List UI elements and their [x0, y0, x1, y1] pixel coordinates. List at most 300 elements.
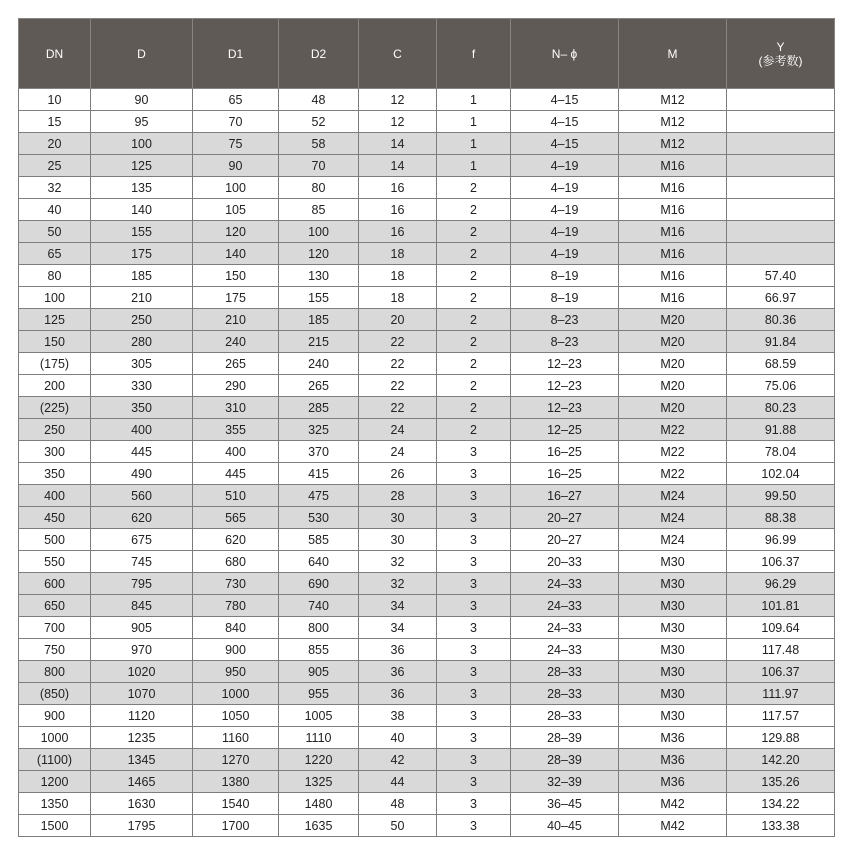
cell-dn: 750	[19, 639, 91, 661]
cell-c: 12	[359, 111, 437, 133]
cell-dn: 200	[19, 375, 91, 397]
cell-y: 135.26	[727, 771, 835, 793]
cell-d: 250	[91, 309, 193, 331]
cell-dn: 900	[19, 705, 91, 727]
cell-c: 28	[359, 485, 437, 507]
cell-m: M22	[619, 441, 727, 463]
table-row	[19, 353, 835, 375]
cell-dn: 450	[19, 507, 91, 529]
cell-n-phi: 12–25	[511, 419, 619, 441]
cell-dn: 40	[19, 199, 91, 221]
cell-f: 1	[437, 133, 511, 155]
cell-d2: 240	[279, 353, 359, 375]
cell-dn: 500	[19, 529, 91, 551]
cell-d: 560	[91, 485, 193, 507]
table-row	[19, 771, 835, 793]
cell-d2: 640	[279, 551, 359, 573]
cell-n-phi: 4–15	[511, 133, 619, 155]
cell-y: 91.84	[727, 331, 835, 353]
cell-d: 445	[91, 441, 193, 463]
cell-dn: 50	[19, 221, 91, 243]
cell-d: 1070	[91, 683, 193, 705]
cell-n-phi: 24–33	[511, 595, 619, 617]
cell-c: 16	[359, 199, 437, 221]
cell-dn: 800	[19, 661, 91, 683]
cell-d1: 175	[193, 287, 279, 309]
cell-dn: 100	[19, 287, 91, 309]
cell-c: 24	[359, 419, 437, 441]
cell-y: 109.64	[727, 617, 835, 639]
cell-d2: 130	[279, 265, 359, 287]
table-row	[19, 683, 835, 705]
cell-n-phi: 12–23	[511, 353, 619, 375]
cell-n-phi: 28–39	[511, 727, 619, 749]
cell-d1: 1000	[193, 683, 279, 705]
cell-f: 2	[437, 221, 511, 243]
cell-d: 745	[91, 551, 193, 573]
cell-n-phi: 4–15	[511, 111, 619, 133]
cell-f: 3	[437, 529, 511, 551]
cell-c: 36	[359, 661, 437, 683]
cell-d: 1630	[91, 793, 193, 815]
cell-d2: 85	[279, 199, 359, 221]
cell-d1: 75	[193, 133, 279, 155]
cell-y: 68.59	[727, 353, 835, 375]
cell-f: 3	[437, 441, 511, 463]
cell-n-phi: 24–33	[511, 639, 619, 661]
cell-d1: 310	[193, 397, 279, 419]
cell-dn: (175)	[19, 353, 91, 375]
cell-n-phi: 12–23	[511, 397, 619, 419]
cell-c: 24	[359, 441, 437, 463]
cell-dn: (850)	[19, 683, 91, 705]
cell-m: M24	[619, 507, 727, 529]
cell-dn: 1000	[19, 727, 91, 749]
cell-d1: 70	[193, 111, 279, 133]
cell-f: 3	[437, 463, 511, 485]
table-row	[19, 375, 835, 397]
cell-d: 90	[91, 89, 193, 111]
cell-d: 175	[91, 243, 193, 265]
cell-d2: 955	[279, 683, 359, 705]
cell-n-phi: 32–39	[511, 771, 619, 793]
cell-f: 2	[437, 287, 511, 309]
cell-d: 330	[91, 375, 193, 397]
cell-d: 1795	[91, 815, 193, 837]
cell-d2: 80	[279, 177, 359, 199]
cell-d: 100	[91, 133, 193, 155]
cell-n-phi: 36–45	[511, 793, 619, 815]
table-row	[19, 155, 835, 177]
cell-m: M30	[619, 595, 727, 617]
header-m: M	[619, 19, 727, 89]
cell-m: M20	[619, 309, 727, 331]
cell-dn: 32	[19, 177, 91, 199]
cell-d: 210	[91, 287, 193, 309]
cell-n-phi: 20–33	[511, 551, 619, 573]
cell-n-phi: 28–33	[511, 661, 619, 683]
cell-m: M16	[619, 287, 727, 309]
cell-m: M20	[619, 331, 727, 353]
cell-d1: 900	[193, 639, 279, 661]
cell-d: 125	[91, 155, 193, 177]
cell-n-phi: 4–19	[511, 221, 619, 243]
cell-dn: 1350	[19, 793, 91, 815]
cell-c: 42	[359, 749, 437, 771]
cell-n-phi: 40–45	[511, 815, 619, 837]
cell-y: 117.48	[727, 639, 835, 661]
table-row	[19, 507, 835, 529]
cell-d: 135	[91, 177, 193, 199]
cell-m: M12	[619, 133, 727, 155]
cell-dn: (1100)	[19, 749, 91, 771]
table-row	[19, 89, 835, 111]
cell-m: M22	[619, 463, 727, 485]
cell-f: 2	[437, 353, 511, 375]
cell-d: 905	[91, 617, 193, 639]
cell-c: 20	[359, 309, 437, 331]
cell-d: 1235	[91, 727, 193, 749]
cell-c: 22	[359, 397, 437, 419]
cell-f: 2	[437, 331, 511, 353]
cell-f: 3	[437, 793, 511, 815]
cell-m: M42	[619, 793, 727, 815]
cell-d2: 800	[279, 617, 359, 639]
cell-y: 80.36	[727, 309, 835, 331]
cell-f: 3	[437, 573, 511, 595]
cell-c: 44	[359, 771, 437, 793]
cell-f: 3	[437, 507, 511, 529]
cell-d: 400	[91, 419, 193, 441]
cell-m: M20	[619, 353, 727, 375]
header-f: f	[437, 19, 511, 89]
cell-y: 106.37	[727, 661, 835, 683]
table-row	[19, 551, 835, 573]
cell-y	[727, 133, 835, 155]
cell-f: 3	[437, 661, 511, 683]
cell-m: M16	[619, 177, 727, 199]
cell-m: M16	[619, 155, 727, 177]
cell-d2: 70	[279, 155, 359, 177]
cell-d: 795	[91, 573, 193, 595]
cell-m: M30	[619, 573, 727, 595]
cell-c: 18	[359, 265, 437, 287]
cell-c: 30	[359, 507, 437, 529]
cell-y	[727, 111, 835, 133]
cell-y: 117.57	[727, 705, 835, 727]
table-row	[19, 595, 835, 617]
cell-d: 185	[91, 265, 193, 287]
cell-d2: 265	[279, 375, 359, 397]
table-row	[19, 331, 835, 353]
cell-d: 95	[91, 111, 193, 133]
cell-d1: 210	[193, 309, 279, 331]
cell-n-phi: 28–33	[511, 705, 619, 727]
cell-dn: 250	[19, 419, 91, 441]
cell-m: M16	[619, 199, 727, 221]
cell-d: 1345	[91, 749, 193, 771]
table-row	[19, 265, 835, 287]
cell-y: 91.88	[727, 419, 835, 441]
cell-n-phi: 16–27	[511, 485, 619, 507]
cell-y: 106.37	[727, 551, 835, 573]
cell-d2: 530	[279, 507, 359, 529]
cell-f: 1	[437, 155, 511, 177]
table-body	[19, 89, 835, 837]
cell-y	[727, 243, 835, 265]
cell-m: M24	[619, 485, 727, 507]
cell-n-phi: 4–19	[511, 155, 619, 177]
cell-f: 3	[437, 705, 511, 727]
cell-f: 2	[437, 309, 511, 331]
cell-n-phi: 8–19	[511, 287, 619, 309]
table-row	[19, 111, 835, 133]
table-row	[19, 573, 835, 595]
cell-dn: 350	[19, 463, 91, 485]
cell-f: 3	[437, 485, 511, 507]
cell-m: M24	[619, 529, 727, 551]
cell-y	[727, 89, 835, 111]
cell-d: 280	[91, 331, 193, 353]
cell-c: 48	[359, 793, 437, 815]
cell-d2: 155	[279, 287, 359, 309]
table-row	[19, 749, 835, 771]
cell-c: 32	[359, 573, 437, 595]
cell-y: 78.04	[727, 441, 835, 463]
table-row	[19, 661, 835, 683]
cell-c: 22	[359, 375, 437, 397]
cell-f: 3	[437, 749, 511, 771]
cell-dn: 400	[19, 485, 91, 507]
cell-c: 22	[359, 331, 437, 353]
table-row	[19, 243, 835, 265]
cell-d1: 730	[193, 573, 279, 595]
table-row	[19, 617, 835, 639]
cell-d1: 65	[193, 89, 279, 111]
cell-y: 134.22	[727, 793, 835, 815]
cell-d2: 415	[279, 463, 359, 485]
table-row	[19, 309, 835, 331]
cell-c: 32	[359, 551, 437, 573]
cell-d2: 855	[279, 639, 359, 661]
cell-f: 1	[437, 89, 511, 111]
cell-dn: 15	[19, 111, 91, 133]
cell-n-phi: 28–33	[511, 683, 619, 705]
cell-dn: 1500	[19, 815, 91, 837]
table-row	[19, 397, 835, 419]
cell-d1: 680	[193, 551, 279, 573]
cell-d1: 950	[193, 661, 279, 683]
cell-f: 2	[437, 177, 511, 199]
cell-d1: 100	[193, 177, 279, 199]
cell-dn: (225)	[19, 397, 91, 419]
cell-n-phi: 16–25	[511, 441, 619, 463]
cell-n-phi: 28–39	[511, 749, 619, 771]
table-row	[19, 463, 835, 485]
cell-d: 970	[91, 639, 193, 661]
cell-y: 129.88	[727, 727, 835, 749]
header-row	[19, 19, 835, 89]
cell-y	[727, 155, 835, 177]
cell-dn: 125	[19, 309, 91, 331]
table-row	[19, 815, 835, 837]
cell-d1: 150	[193, 265, 279, 287]
cell-d2: 585	[279, 529, 359, 551]
cell-m: M30	[619, 705, 727, 727]
cell-y	[727, 221, 835, 243]
cell-c: 34	[359, 617, 437, 639]
cell-f: 3	[437, 815, 511, 837]
cell-n-phi: 16–25	[511, 463, 619, 485]
cell-dn: 150	[19, 331, 91, 353]
cell-d: 1020	[91, 661, 193, 683]
cell-d1: 1700	[193, 815, 279, 837]
table-row	[19, 485, 835, 507]
cell-f: 2	[437, 419, 511, 441]
cell-d: 675	[91, 529, 193, 551]
cell-y: 57.40	[727, 265, 835, 287]
table-row	[19, 199, 835, 221]
cell-y: 101.81	[727, 595, 835, 617]
cell-c: 40	[359, 727, 437, 749]
cell-n-phi: 4–15	[511, 89, 619, 111]
header-d2: D2	[279, 19, 359, 89]
cell-d2: 120	[279, 243, 359, 265]
cell-d: 490	[91, 463, 193, 485]
cell-d1: 400	[193, 441, 279, 463]
cell-y: 142.20	[727, 749, 835, 771]
cell-m: M16	[619, 221, 727, 243]
cell-f: 3	[437, 771, 511, 793]
cell-d1: 265	[193, 353, 279, 375]
cell-d1: 140	[193, 243, 279, 265]
cell-f: 2	[437, 243, 511, 265]
cell-f: 2	[437, 199, 511, 221]
cell-d2: 185	[279, 309, 359, 331]
cell-d1: 840	[193, 617, 279, 639]
cell-dn: 10	[19, 89, 91, 111]
cell-d1: 355	[193, 419, 279, 441]
cell-d2: 1220	[279, 749, 359, 771]
flange-dimension-table	[18, 18, 835, 837]
table-row	[19, 419, 835, 441]
cell-d1: 240	[193, 331, 279, 353]
cell-d1: 620	[193, 529, 279, 551]
cell-c: 30	[359, 529, 437, 551]
cell-f: 3	[437, 683, 511, 705]
table-row	[19, 441, 835, 463]
cell-d1: 90	[193, 155, 279, 177]
cell-d1: 780	[193, 595, 279, 617]
cell-d1: 565	[193, 507, 279, 529]
cell-d: 845	[91, 595, 193, 617]
header-y-reference: Y (参考数)	[727, 19, 835, 89]
cell-d2: 1480	[279, 793, 359, 815]
cell-dn: 20	[19, 133, 91, 155]
cell-y: 75.06	[727, 375, 835, 397]
cell-dn: 700	[19, 617, 91, 639]
cell-d1: 105	[193, 199, 279, 221]
cell-f: 3	[437, 551, 511, 573]
table-row	[19, 529, 835, 551]
cell-d: 155	[91, 221, 193, 243]
cell-d2: 690	[279, 573, 359, 595]
cell-d2: 215	[279, 331, 359, 353]
cell-c: 38	[359, 705, 437, 727]
cell-d2: 475	[279, 485, 359, 507]
cell-y: 80.23	[727, 397, 835, 419]
cell-y: 99.50	[727, 485, 835, 507]
cell-y: 96.29	[727, 573, 835, 595]
cell-f: 2	[437, 375, 511, 397]
table-row	[19, 705, 835, 727]
cell-dn: 25	[19, 155, 91, 177]
cell-d2: 52	[279, 111, 359, 133]
cell-d1: 1380	[193, 771, 279, 793]
cell-c: 34	[359, 595, 437, 617]
cell-c: 16	[359, 177, 437, 199]
header-dn: DN	[19, 19, 91, 89]
cell-m: M36	[619, 749, 727, 771]
table-row	[19, 287, 835, 309]
table-row	[19, 639, 835, 661]
cell-d: 1120	[91, 705, 193, 727]
cell-m: M12	[619, 111, 727, 133]
cell-d2: 1005	[279, 705, 359, 727]
table-header	[19, 19, 835, 89]
cell-n-phi: 8–19	[511, 265, 619, 287]
cell-m: M12	[619, 89, 727, 111]
header-d1: D1	[193, 19, 279, 89]
table-row	[19, 727, 835, 749]
cell-m: M36	[619, 771, 727, 793]
cell-y: 96.99	[727, 529, 835, 551]
cell-d2: 100	[279, 221, 359, 243]
cell-m: M30	[619, 639, 727, 661]
table-row	[19, 133, 835, 155]
cell-d2: 48	[279, 89, 359, 111]
cell-d1: 290	[193, 375, 279, 397]
cell-d: 620	[91, 507, 193, 529]
cell-m: M42	[619, 815, 727, 837]
cell-m: M22	[619, 419, 727, 441]
cell-d: 1465	[91, 771, 193, 793]
cell-y: 102.04	[727, 463, 835, 485]
cell-n-phi: 24–33	[511, 573, 619, 595]
table-row	[19, 221, 835, 243]
cell-d2: 740	[279, 595, 359, 617]
cell-n-phi: 8–23	[511, 309, 619, 331]
cell-n-phi: 4–19	[511, 243, 619, 265]
cell-f: 1	[437, 111, 511, 133]
cell-d1: 510	[193, 485, 279, 507]
cell-y: 88.38	[727, 507, 835, 529]
cell-f: 2	[437, 397, 511, 419]
cell-y: 133.38	[727, 815, 835, 837]
cell-m: M30	[619, 551, 727, 573]
cell-y: 111.97	[727, 683, 835, 705]
cell-d1: 120	[193, 221, 279, 243]
cell-d1: 1540	[193, 793, 279, 815]
cell-d1: 1050	[193, 705, 279, 727]
cell-c: 36	[359, 639, 437, 661]
cell-m: M36	[619, 727, 727, 749]
cell-c: 14	[359, 133, 437, 155]
cell-n-phi: 4–19	[511, 199, 619, 221]
cell-dn: 65	[19, 243, 91, 265]
table-row	[19, 177, 835, 199]
cell-d: 140	[91, 199, 193, 221]
